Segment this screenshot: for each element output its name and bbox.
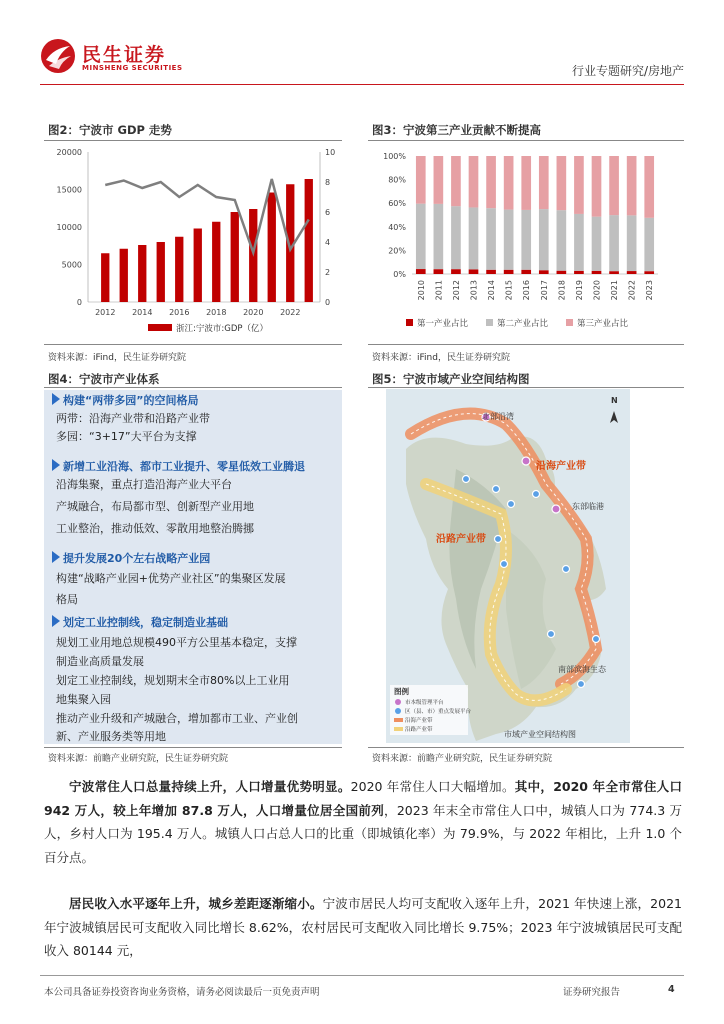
share-bar-segment-2 [574, 214, 584, 271]
share-bar-segment-1 [504, 270, 514, 274]
share-bar-segment-2 [416, 204, 426, 269]
fig4-title-rule [44, 387, 342, 388]
x-tick-label: 2012 [95, 308, 116, 317]
fig4-bottom-rule [44, 747, 342, 748]
y-tick-label: 10000 [56, 223, 82, 232]
y-tick-label: 5000 [61, 260, 82, 270]
share-bar-segment-2 [627, 215, 637, 271]
x-tick-label: 2020 [592, 280, 602, 301]
logo-name-en: MINSHENG SECURITIES [82, 64, 183, 72]
fig3-source: 资料来源：iFind，民生证券研究院 [372, 353, 510, 363]
legend-label: 第三产业占比 [577, 319, 629, 329]
share-bar-segment-3 [416, 156, 426, 204]
gdp-chart [44, 142, 344, 340]
legend-swatch [148, 324, 172, 331]
x-tick-label: 2014 [487, 280, 497, 301]
gdp-bar [120, 249, 128, 302]
triangle-bullet-icon [52, 551, 60, 563]
y2-tick-label: 8 [325, 178, 331, 187]
legend-swatch [486, 319, 493, 326]
share-bar-segment-2 [592, 217, 602, 271]
fig4-line: 新、产业服务类等用地 [56, 730, 166, 743]
y-tick-label: 20000 [56, 148, 82, 157]
fig2-title: 图2：宁波市 GDP 走势 [48, 123, 172, 137]
y-tick-label: 20% [388, 246, 406, 256]
y2-tick-label: 6 [325, 208, 331, 217]
share-bar-segment-3 [521, 156, 531, 210]
gdp-bar [175, 237, 183, 302]
y-tick-label: 60% [388, 199, 406, 209]
fig4-section-2-head: 新增工业沿海、都市工业提升、零星低效工业腾退 [52, 458, 305, 474]
fig4-line: 划定工业控制线，规划期末全市80%以上工业用 [56, 674, 290, 687]
share-bar-segment-3 [504, 156, 514, 210]
x-tick-label: 2018 [206, 308, 227, 317]
triangle-bullet-icon [52, 393, 60, 405]
share-bar-segment-2 [469, 207, 479, 269]
fig4-line: 地集聚入园 [56, 693, 111, 706]
share-bar-segment-3 [574, 156, 584, 214]
fig4-source: 资料来源：前瞻产业研究院，民生证券研究院 [48, 754, 229, 764]
map-legend-item: 市本级管理平台 [405, 700, 444, 706]
share-bar-segment-3 [434, 156, 444, 204]
map-graphic [386, 389, 630, 743]
compass-north-label: N [611, 396, 618, 405]
map-label-east-port: 东部临港 [572, 502, 604, 511]
share-bar-segment-1 [451, 269, 461, 274]
share-bar-segment-1 [539, 270, 549, 274]
map-legend-item: 沿路产业带 [405, 727, 433, 733]
y2-tick-label: 10 [325, 148, 336, 157]
x-tick-label: 2017 [539, 280, 549, 301]
header-divider [40, 84, 684, 85]
share-bar-segment-1 [574, 271, 584, 274]
x-tick-label: 2012 [451, 280, 461, 301]
fig5-bottom-rule [368, 747, 684, 748]
share-bar-segment-2 [486, 208, 496, 270]
legend-label: 第一产业占比 [417, 319, 469, 329]
fig2-title-rule [44, 140, 342, 141]
fig4-line: 两带：沿海产业带和沿路产业带 [56, 412, 210, 425]
y-tick-label: 100% [383, 152, 406, 161]
map-legend-title: 图例 [394, 687, 409, 696]
fig4-title: 图4：宁波市产业体系 [48, 372, 160, 386]
y-tick-label: 0 [76, 298, 82, 307]
share-bar-segment-1 [609, 271, 619, 274]
share-bar-segment-3 [609, 156, 619, 215]
share-bar-segment-1 [627, 271, 637, 274]
triangle-bullet-icon [52, 459, 60, 471]
x-tick-label: 2020 [243, 308, 264, 317]
report-category: 行业专题研究/房地产 [571, 64, 684, 78]
map-label-road-belt: 沿路产业带 [436, 534, 486, 545]
share-bar-segment-2 [434, 204, 444, 269]
share-bar-segment-2 [504, 210, 514, 270]
fig4-line: 工业整治，推动低效、零散用地整治腾挪 [56, 522, 254, 535]
y-tick-label: 40% [388, 222, 406, 232]
industry-spatial-map [386, 389, 630, 743]
share-bar-segment-1 [416, 269, 426, 274]
share-bar-segment-3 [627, 156, 637, 215]
fig3-bottom-rule [368, 344, 684, 345]
map-label-coast-belt: 沿海产业带 [536, 461, 586, 472]
fig4-line: 规划工业用地总规模490平方公里基本稳定，支撑 [56, 636, 297, 649]
industry-system-panel [44, 390, 342, 744]
share-bar-segment-1 [486, 270, 496, 274]
gdp-bar [138, 245, 146, 302]
share-bar-segment-2 [557, 210, 567, 271]
share-bar-segment-3 [644, 156, 654, 218]
share-bar-segment-2 [539, 209, 549, 270]
gdp-bar [231, 212, 239, 302]
gdp-bar [194, 229, 202, 303]
share-bar-segment-2 [644, 218, 654, 271]
minsheng-logo-icon [40, 38, 76, 74]
triangle-bullet-icon [52, 615, 60, 627]
footer-report-type: 证券研究报告 [563, 987, 621, 998]
share-bar-segment-1 [644, 271, 654, 274]
y-tick-label: 15000 [56, 185, 82, 195]
x-tick-label: 2022 [280, 308, 301, 317]
fig4-line: 构建“战略产业园+优势产业社区”的集聚区发展 [56, 572, 286, 585]
x-tick-label: 2016 [522, 280, 532, 301]
industry-share-chart [368, 142, 684, 340]
share-bar-segment-1 [592, 271, 602, 274]
y-tick-label: 80% [388, 175, 406, 185]
share-bar-segment-2 [451, 206, 461, 269]
fig4-line: 推动产业升级和产城融合，增加都市工业、产业创 [56, 712, 298, 725]
fig5-title: 图5：宁波市域产业空间结构图 [372, 372, 530, 386]
x-tick-label: 2015 [504, 280, 514, 301]
share-bar-segment-3 [469, 156, 479, 207]
paragraph-income: 居民收入水平逐年上升，城乡差距逐渐缩小。宁波市居民人均可支配收入逐年上升，2021 年快速上涨，2021 年宁波城镇居民可支配收入同比增长 8.62%，农村居民可支配收入同比增长 9.75%；2023 年宁波城镇居民可支配收入 80144 元， [44, 896, 682, 958]
legend-label: 第二产业占比 [497, 319, 549, 329]
gdp-bar [212, 222, 220, 302]
fig3-title: 图3：宁波第三产业贡献不断提高 [372, 123, 541, 137]
footer-disclaimer: 本公司具备证券投资咨询业务资格，请务必阅读最后一页免责声明 [44, 987, 320, 998]
x-tick-label: 2021 [610, 280, 620, 301]
gdp-bar [157, 242, 165, 302]
y2-tick-label: 2 [325, 268, 331, 277]
fig4-line: 产城融合，布局都市型、创新型产业用地 [56, 500, 254, 513]
share-bar-segment-2 [521, 210, 531, 270]
fig5-source: 资料来源：前瞻产业研究院，民生证券研究院 [372, 754, 553, 764]
fig5-title-rule [368, 387, 684, 388]
share-bar-segment-3 [557, 156, 567, 210]
x-tick-label: 2011 [434, 280, 444, 301]
share-bar-segment-1 [521, 270, 531, 274]
x-tick-label: 2014 [132, 308, 153, 317]
logo-name-cn: 民生证券 [82, 44, 167, 66]
y2-tick-label: 4 [325, 238, 331, 247]
fig4-section-3-head: 提升发展20个左右战略产业园 [52, 550, 210, 566]
map-legend-item: 区（县、市）重点发展平台 [405, 709, 472, 715]
gdp-bar [305, 179, 313, 302]
gdp-bar [268, 193, 276, 303]
share-bar-segment-3 [592, 156, 602, 217]
fig4-line: 沿海集聚，重点打造沿海产业大平台 [56, 478, 232, 491]
x-tick-label: 2019 [574, 280, 584, 301]
share-bar-segment-1 [557, 271, 567, 274]
fig3-title-rule [368, 140, 684, 141]
x-tick-label: 2023 [645, 280, 655, 301]
map-label-south: 南部滨海生态 [558, 665, 606, 674]
gdp-growth-line [105, 179, 309, 253]
y-tick-label: 0% [393, 270, 406, 279]
fig4-section-1-head: 构建“两带多园”的空间格局 [52, 392, 198, 408]
share-bar-segment-1 [434, 269, 444, 274]
map-legend-item: 沿海产业带 [405, 718, 433, 724]
share-bar-segment-2 [609, 215, 619, 271]
y2-tick-label: 0 [325, 298, 331, 307]
fig4-line: 多园：“3+17”大平台为支撑 [56, 430, 197, 443]
fig2-source: 资料来源：iFind，民生证券研究院 [48, 353, 186, 363]
legend-swatch [566, 319, 573, 326]
x-tick-label: 2016 [169, 308, 190, 317]
x-tick-label: 2022 [627, 280, 637, 301]
share-bar-segment-1 [469, 269, 479, 274]
map-label-north: 北部沿湾 [482, 412, 514, 421]
gdp-bar [101, 253, 109, 302]
paragraph-population: 宁波常住人口总量持续上升，人口增量优势明显。2020 年常住人口大幅增加。其中，2020 年全市常住人口 942 万人，较上年增加 87.8 万人，人口增量位居全国前列，2023 年末全市常住人口中，城镇人口为 774.3 万人，乡村人口为 195.4 万人。城镇人口占总人口的比重（即城镇化率）为 79.9%，与 2022 年相比，上升 1.0 个百分点。 [44, 779, 682, 865]
map-caption: 市域产业空间结构图 [504, 730, 576, 739]
fig4-line: 制造业高质量发展 [56, 655, 144, 668]
legend-swatch [406, 319, 413, 326]
fig4-section-4-head: 划定工业控制线，稳定制造业基础 [52, 614, 228, 630]
x-tick-label: 2018 [557, 280, 567, 301]
x-tick-label: 2013 [469, 280, 479, 301]
share-bar-segment-3 [539, 156, 549, 209]
fig2-bottom-rule [44, 344, 342, 345]
page-number: 4 [668, 984, 675, 995]
fig4-line: 格局 [56, 593, 78, 606]
footer-divider [40, 975, 684, 976]
legend-label: 浙江:宁波市:GDP（亿） [176, 324, 268, 334]
share-bar-segment-3 [486, 156, 496, 208]
x-tick-label: 2010 [416, 280, 426, 301]
share-bar-segment-3 [451, 156, 461, 206]
